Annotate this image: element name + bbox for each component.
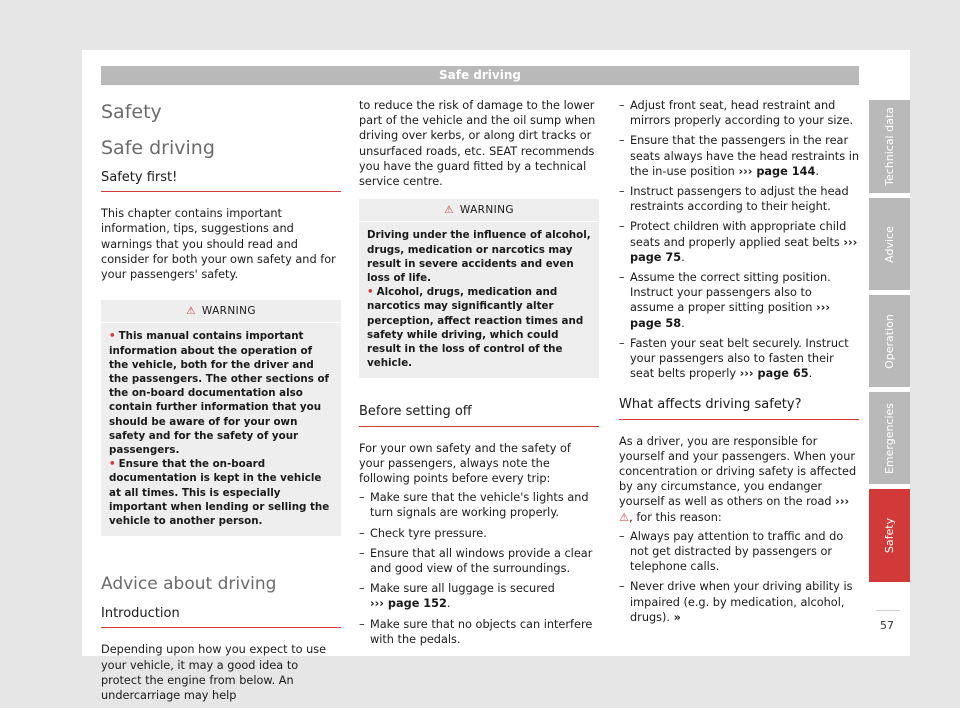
subsection-heading: Introduction bbox=[101, 606, 341, 628]
tab-operation[interactable]: Operation bbox=[869, 295, 910, 387]
tab-advice[interactable]: Advice bbox=[869, 198, 910, 290]
warning-triangle-icon: ⚠ bbox=[186, 305, 196, 318]
section-title: Safe driving bbox=[101, 137, 215, 159]
warning-label: WARNING bbox=[201, 305, 256, 318]
warning-bullet: • Alcohol, drugs, medication and narcotics may significantly alter perception, affect reaction times and safety while driving, which could result in the loss of control of the vehicle. bbox=[367, 286, 584, 370]
subsection-heading: Before setting off bbox=[359, 404, 599, 426]
warning-label: WARNING bbox=[459, 204, 514, 217]
warning-paragraph: Driving under the influence of alcohol, drugs, medication or narcotics may result in severe accidents and even loss of life. bbox=[367, 229, 591, 285]
warning-reference-link[interactable]: ››› bbox=[835, 495, 850, 509]
page-reference-link[interactable]: ››› page 65 bbox=[739, 367, 809, 381]
warning-bullet: • Ensure that the on-board documentation is kept in the vehicle at all times. This is especially important when lending or selling the vehicle to another person. bbox=[109, 458, 330, 528]
column-1 bbox=[101, 98, 341, 703]
bullet-icon: • bbox=[367, 286, 374, 299]
list-item: – Make sure that no objects can interfere with the pedals. bbox=[359, 617, 593, 646]
warning-triangle-icon: ⚠ bbox=[619, 510, 630, 524]
list-item: – Ensure that the passengers in the rear seats always have the head restraints in the in-use position ››› page 144. bbox=[619, 134, 860, 178]
section-title: Advice about driving bbox=[101, 574, 277, 595]
list-item: – Make sure all luggage is secured ››› page 152. bbox=[359, 582, 555, 611]
tab-emergencies[interactable]: Emergencies bbox=[869, 392, 910, 484]
bullet-icon: • bbox=[109, 458, 116, 471]
paragraph: Depending upon how you expect to use your vehicle, it may a good idea to protect the engine from below. An undercarriage may help bbox=[101, 643, 327, 703]
chapter-title: Safety bbox=[101, 101, 162, 123]
paragraph: to reduce the risk of damage to the lower part of the vehicle and the oil sump when driving over kerbs, or along dirt tracks or unsurfaced roads, etc. SEAT recommends you have the guard fitted by a technical service centre. bbox=[359, 99, 596, 189]
bullet-icon: • bbox=[109, 330, 116, 343]
warning-header bbox=[101, 300, 341, 323]
tab-technical-data[interactable]: Technical data bbox=[869, 100, 910, 193]
list-item: – Always pay attention to traffic and do not get distracted by passengers or telephone calls. bbox=[619, 529, 844, 574]
continued-arrow-icon: » bbox=[673, 610, 681, 624]
list-item: – Never drive when your driving ability is impaired (e.g. by medication, alcohol, drugs). » bbox=[619, 580, 853, 624]
paragraph: For your own safety and the safety of your passengers, always note the following points before every trip: bbox=[359, 441, 571, 486]
warning-header bbox=[359, 199, 599, 222]
page-reference-link[interactable]: ››› page 75 bbox=[630, 235, 858, 264]
checklist bbox=[619, 98, 859, 381]
checklist bbox=[359, 490, 599, 647]
warning-box bbox=[359, 199, 599, 378]
list-item: – Instruct passengers to adjust the head restraints according to their height. bbox=[619, 185, 849, 214]
paragraph: As a driver, you are responsible for yourself and your passengers. When your concentration or driving safety is affected by any circumstance, you endanger yourself as well as others on the road ››› ⚠, for this reason: bbox=[619, 434, 857, 524]
page-reference-link[interactable]: ››› page 144 bbox=[738, 164, 816, 178]
page-reference-link[interactable]: ››› page 58 bbox=[630, 301, 831, 330]
list-item: – Assume the correct sitting position. Instruct your passengers also to assume a proper sitting position ››› page 58. bbox=[619, 271, 831, 330]
list-item: – Fasten your seat belt securely. Instruct your passengers also to fasten their seat belts properly ››› page 65. bbox=[619, 336, 849, 381]
column-3 bbox=[619, 98, 859, 630]
divider bbox=[876, 610, 900, 611]
list-item: – Protect children with appropriate child seats and properly applied seat belts ››› page 75. bbox=[619, 220, 858, 264]
warning-bullet: • This manual contains important information about the operation of the vehicle, both for the driver and the passengers. The other sections of the on-board documentation also contain further information that you should be aware of for your own safety and for the safety of your passengers. bbox=[109, 330, 330, 457]
list-item: – Check tyre pressure. bbox=[359, 526, 487, 540]
page-number: 57 bbox=[880, 619, 894, 632]
tab-safety[interactable]: Safety bbox=[869, 489, 910, 582]
warning-triangle-icon: ⚠ bbox=[444, 204, 454, 217]
checklist bbox=[619, 529, 859, 625]
subsection-heading: What affects driving safety? bbox=[619, 397, 859, 419]
list-item: – Make sure that the vehicle's lights and turn signals are working properly. bbox=[359, 491, 589, 520]
warning-box bbox=[101, 300, 341, 536]
list-item: – Ensure that all windows provide a clear and good view of the surroundings. bbox=[359, 546, 593, 576]
running-header: Safe driving bbox=[101, 66, 859, 85]
subsection-heading: Safety first! bbox=[101, 170, 341, 192]
list-item: – Adjust front seat, head restraint and mirrors properly according to your size. bbox=[619, 99, 854, 128]
column-2 bbox=[359, 98, 599, 652]
page-reference-link[interactable]: ››› page 152 bbox=[370, 597, 447, 611]
intro-paragraph: This chapter contains important information, tips, suggestions and warnings that you should read and consider for both your own safety and for your passengers' safety. bbox=[101, 207, 336, 282]
